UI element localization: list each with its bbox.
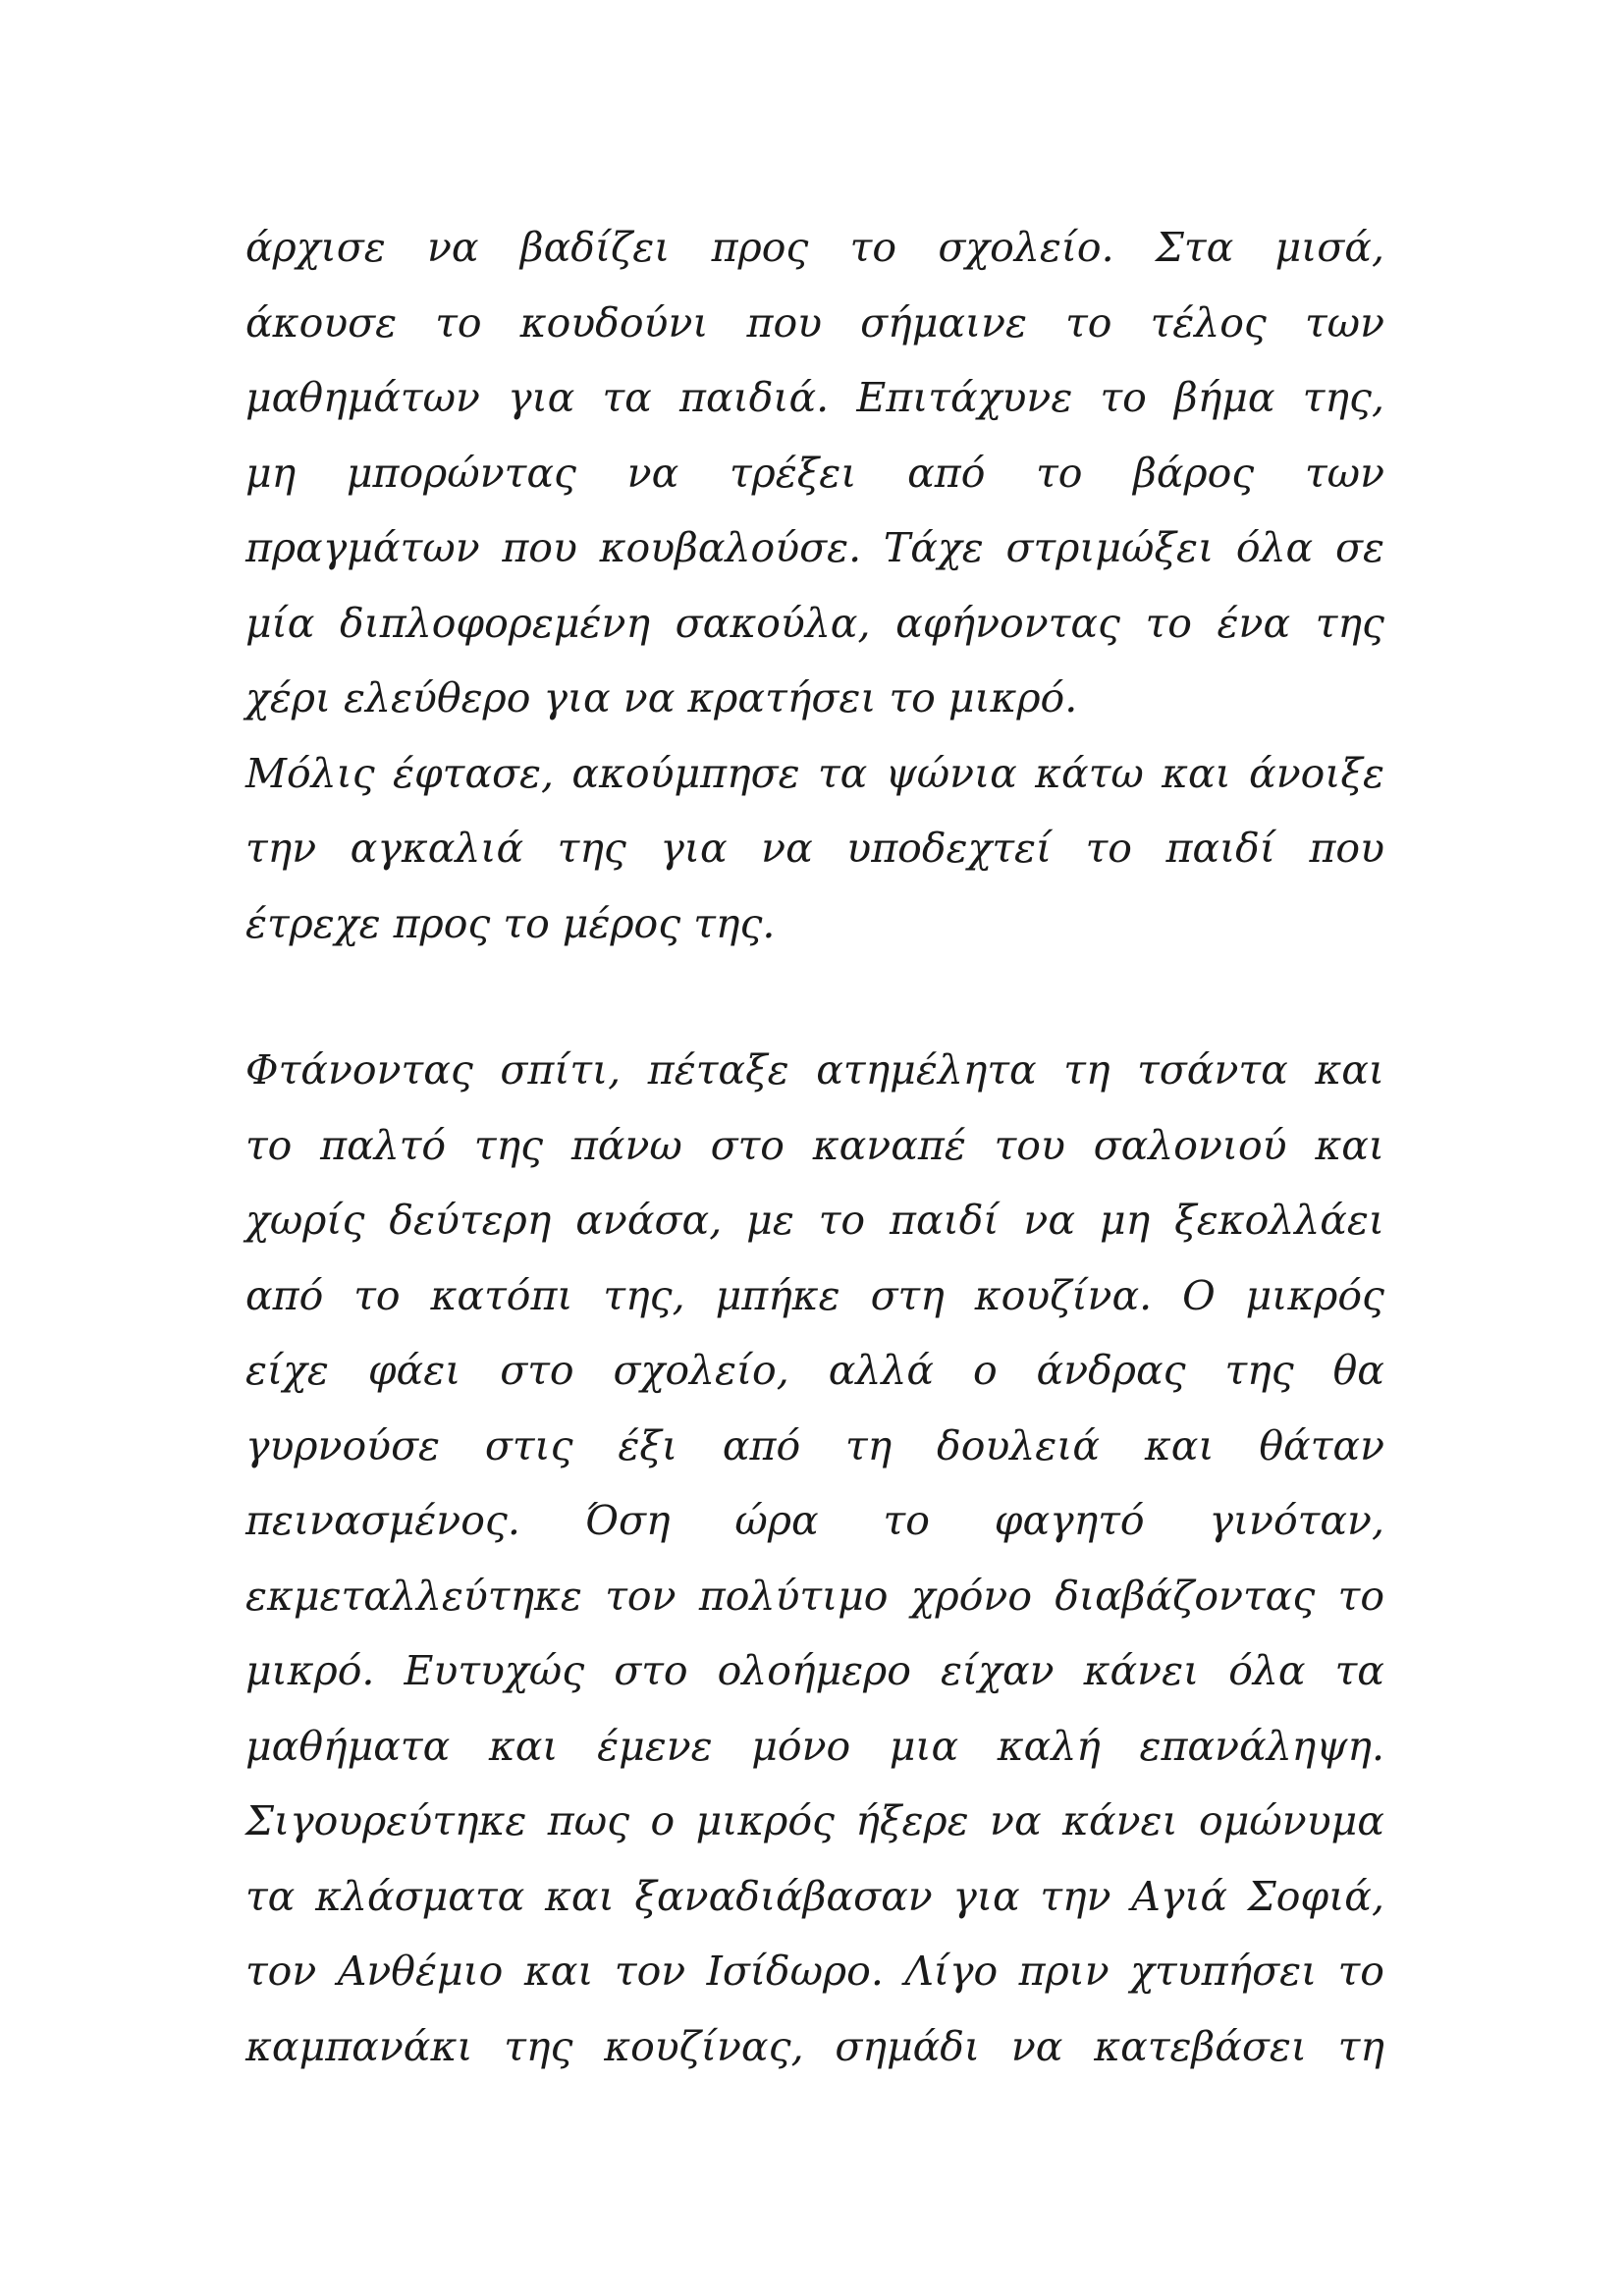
text-line: άκουσε το κουδούνι που σήμαινε το τέλος των — [245, 298, 1384, 347]
text-line: μη μπορώντας να τρέξει από το βάρος των — [245, 449, 1384, 497]
text-line: χέρι ελεύθερο για να κρατήσει το μικρό. — [245, 674, 1078, 721]
text-line: άρχισε να βαδίζει προς το σχολείο. Στα μισά, — [245, 224, 1384, 271]
text-line: καμπανάκι της κουζίνας, σημάδι να κατεβάσει τη — [245, 2022, 1384, 2070]
text-line: μαθήματα και έμενε μόνο μια καλή επανάληψη. — [245, 1722, 1384, 1770]
text-line: Σιγουρεύτηκε πως ο μικρός ήξερε να κάνει ομώνυμα — [245, 1797, 1384, 1844]
text-line: πεινασμένος. Όση ώρα το φαγητό γινόταν, — [245, 1497, 1384, 1544]
text-line: μικρό. Ευτυχώς στο ολοήμερο είχαν κάνει όλα τα — [245, 1647, 1384, 1694]
text-line: έτρεχε προς το μέρος της. — [245, 899, 776, 947]
text-line: τον Ανθέμιο και τον Ισίδωρο. Λίγο πριν χτυπήσει το — [245, 1948, 1384, 1995]
text-line: από το κατόπι της, μπήκε στη κουζίνα. Ο μικρός — [245, 1271, 1384, 1319]
text-line: την αγκαλιά της για να υποδεχτεί το παιδί που — [245, 825, 1384, 872]
text-line: τα κλάσματα και ξαναδιάβασαν για την Αγιά Σοφιά, — [245, 1872, 1384, 1920]
text-line: μαθημάτων για τα παιδιά. Επιτάχυνε το βήμα της, — [245, 374, 1384, 421]
text-line: Φτάνοντας σπίτι, πέταξε ατημέλητα τη τσάντα και — [245, 1046, 1384, 1094]
text-line: είχε φάει στο σχολείο, αλλά ο άνδρας της θα — [245, 1347, 1384, 1394]
text-line: Μόλις έφτασε, ακούμπησε τα ψώνια κάτω και άνοιξε — [245, 749, 1384, 797]
text-line: χωρίς δεύτερη ανάσα, με το παιδί να μη ξεκολλάει — [245, 1197, 1384, 1244]
text-line: πραγμάτων που κουβαλούσε. Τάχε στριμώξει όλα σε — [245, 524, 1384, 571]
paragraph-2 — [245, 1033, 1384, 2084]
text-line: το παλτό της πάνω στο καναπέ του σαλονιού και — [245, 1121, 1384, 1169]
paragraph-1 — [245, 210, 1384, 961]
text-line: εκμεταλλεύτηκε τον πολύτιμο χρόνο διαβάζοντας το — [245, 1572, 1384, 1620]
text-line: γυρνούσε στις έξι από τη δουλειά και θάταν — [245, 1421, 1384, 1469]
text-line: μία διπλοφορεμένη σακούλα, αφήνοντας το ένα της — [245, 599, 1384, 647]
